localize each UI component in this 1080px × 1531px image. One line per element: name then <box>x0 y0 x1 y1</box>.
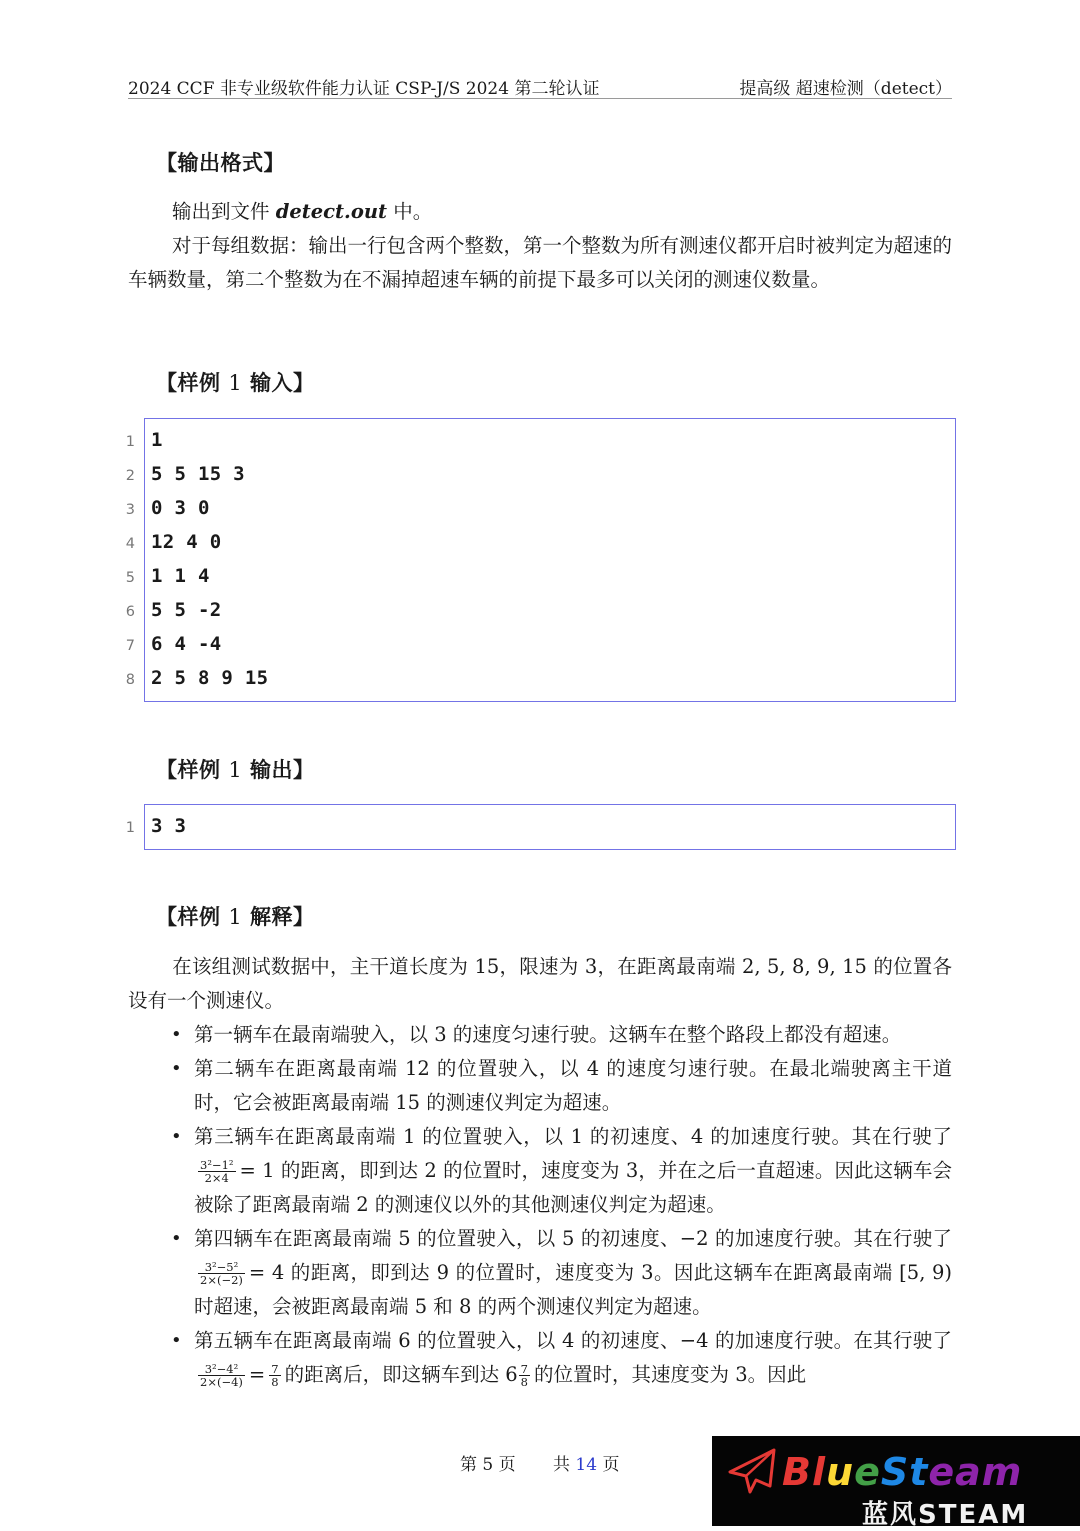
list-item: • 第二辆车在距离最南端 12 的位置驶入，以 4 的速度匀速行驶。在最北端驶离主干道时，它会被距离最南端 15 的测速仪判定为超速。 <box>128 1052 952 1120</box>
list-item: • 第三辆车在距离最南端 1 的位置驶入，以 1 的初速度、4 的加速度行驶。其在行驶了 $\frac{\text{3²−1²}}{2\times 4}$ = 1 的距离，即到达 2 的位置时，速度变为 3，并在之后一直超速。因此这辆车会被除了距离最南端 2 的测速仪以外的其他测速仪判定为超速。 <box>128 1120 952 1222</box>
code-line: 8 2 5 8 9 15 <box>125 667 269 689</box>
paper-plane-icon <box>726 1446 778 1498</box>
fraction: $\frac{\text{3²−4²}}{2\times(-4)}$ <box>200 1362 243 1389</box>
page-total: 共 14 页 <box>553 1455 620 1475</box>
list-item: • 第一辆车在最南端驶入，以 3 的速度匀速行驶。这辆车在整个路段上都没有超速。 <box>128 1018 952 1052</box>
code-line: 1 1 <box>125 429 163 451</box>
fraction: $\frac{\text{3²−1²}}{2\times 4}$ <box>200 1158 234 1185</box>
code-line: 7 6 4 -4 <box>125 633 222 655</box>
sample-output-heading: 【样例 1 输出】 <box>156 758 315 782</box>
logo-latin-text: BlueSteam <box>782 1450 1023 1494</box>
code-line: 1 3 3 <box>125 815 187 837</box>
code-line: 2 5 5 15 3 <box>125 463 245 485</box>
page-header <box>128 72 952 99</box>
logo-chinese-text: 蓝风STEAM <box>862 1500 1029 1530</box>
bluesteam-logo <box>712 1436 1080 1530</box>
code-line: 3 0 3 0 <box>125 497 210 519</box>
header-right-title: 提高级 超速检测（detect） <box>739 79 952 99</box>
code-line: 4 12 4 0 <box>125 531 222 553</box>
sample-input-heading: 【样例 1 输入】 <box>156 371 315 395</box>
sample-output-code-block <box>125 804 956 850</box>
list-item: • 第五辆车在距离最南端 6 的位置驶入，以 4 的初速度、−4 的加速度行驶。在其行驶了 $\frac{\text{3²−4²}}{2\times(-4)}$ = $\frac{7}{8}$ 的距离后，即这辆车到达 6 $\frac{7}{8}$ 的位置时，其速度变为 3。因此 <box>128 1324 952 1392</box>
fraction: $\frac{7}{8}$ <box>271 1362 279 1389</box>
page-number: 第 5 页 <box>460 1455 516 1475</box>
output-format-heading: 【输出格式】 <box>156 151 285 175</box>
fraction: $\frac{7}{8}$ <box>520 1362 528 1389</box>
sample-input-code-block <box>125 418 956 702</box>
output-filename: detect.out <box>275 200 388 223</box>
sample-explanation-heading: 【样例 1 解释】 <box>156 905 315 929</box>
code-line: 5 1 1 4 <box>125 565 210 587</box>
output-format-description: 对于每组数据：输出一行包含两个整数，第一个整数为所有测速仪都开启时被判定为超速的车辆数量，第二个整数为在不漏掉超速车辆的前提下最多可以关闭的测速仪数量。 <box>128 234 953 291</box>
explanation-intro: 在该组测试数据中，主干道长度为 15，限速为 3，在距离最南端 2, 5, 8, 9, 15 的位置各设有一个测速仪。 <box>128 955 952 1012</box>
list-item: • 第四辆车在距离最南端 5 的位置驶入，以 5 的初速度、−2 的加速度行驶。其在行驶了 $\frac{\text{3²−5²}}{2\times(-2)}$ = 4 的距离，即到达 9 的位置时，速度变为 3。因此这辆车在距离最南端 [5, 9) 时超速，会被距离最南端 5 和 8 的两个测速仪判定为超速。 <box>128 1222 952 1324</box>
fraction: $\frac{\text{3²−5²}}{2\times(-2)}$ <box>200 1260 243 1287</box>
code-line: 6 5 5 -2 <box>125 599 222 621</box>
output-format-file-line: 输出到文件 detect.out 中。 <box>172 200 433 223</box>
explanation-list <box>128 1018 952 1392</box>
header-left-title: 2024 CCF 非专业级软件能力认证 CSP-J/S 2024 第二轮认证 <box>128 79 600 99</box>
